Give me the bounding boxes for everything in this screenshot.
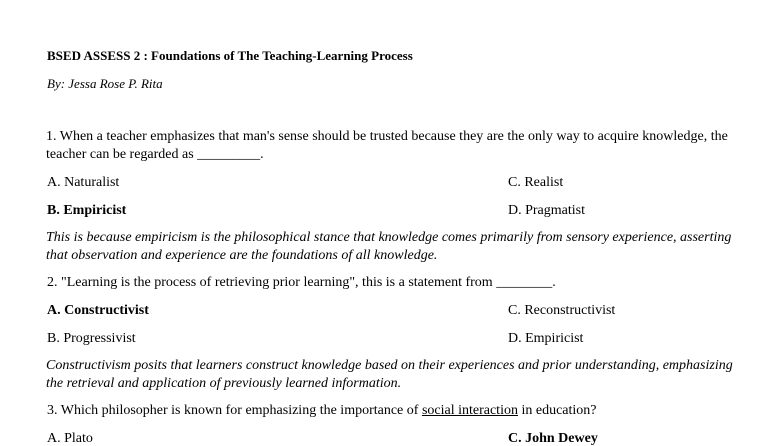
q2-option-d: D. Empiricist xyxy=(508,331,584,346)
q3-underlined-term: social interaction xyxy=(421,403,518,418)
q3-option-a: A. Plato xyxy=(47,431,93,446)
q2-explanation: Constructivism posits that learners construct knowledge based on their experiences and prior understanding, emphasizing the retrieval and application of previously learned information. xyxy=(46,358,733,391)
document-title: BSED ASSESS 2 : Foundations of The Teaching-Learning Process xyxy=(47,48,413,63)
q1-option-c: C. Realist xyxy=(508,175,564,190)
document-byline: By: Jessa Rose P. Rita xyxy=(47,76,163,91)
q1-explanation: This is because empiricism is the philosophical stance that knowledge comes primarily from sensory experience, asserting that observation and experience are the foundations of all knowledge. xyxy=(46,230,732,263)
q3-text-after: in education? xyxy=(517,403,597,418)
q1-option-a: A. Naturalist xyxy=(47,175,120,190)
q2-option-c: C. Reconstructivist xyxy=(508,303,616,318)
question-3-text xyxy=(47,404,597,418)
question-1-text: 1. When a teacher emphasizes that man's sense should be trusted because they are the only way to acquire knowledge, the teacher can be regarded as _________. xyxy=(46,129,728,162)
q2-option-a-answer: A. Constructivist xyxy=(47,303,149,318)
q1-option-d: D. Pragmatist xyxy=(508,203,585,218)
q1-option-b-answer: B. Empiricist xyxy=(47,203,127,218)
q3-text-before: 3. Which philosopher is known for emphasizing the importance of xyxy=(47,403,422,418)
q3-option-c-answer: C. John Dewey xyxy=(508,431,598,446)
question-2-text: 2. "Learning is the process of retrieving prior learning", this is a statement from ________. xyxy=(47,275,556,290)
q2-option-b: B. Progressivist xyxy=(47,331,136,346)
